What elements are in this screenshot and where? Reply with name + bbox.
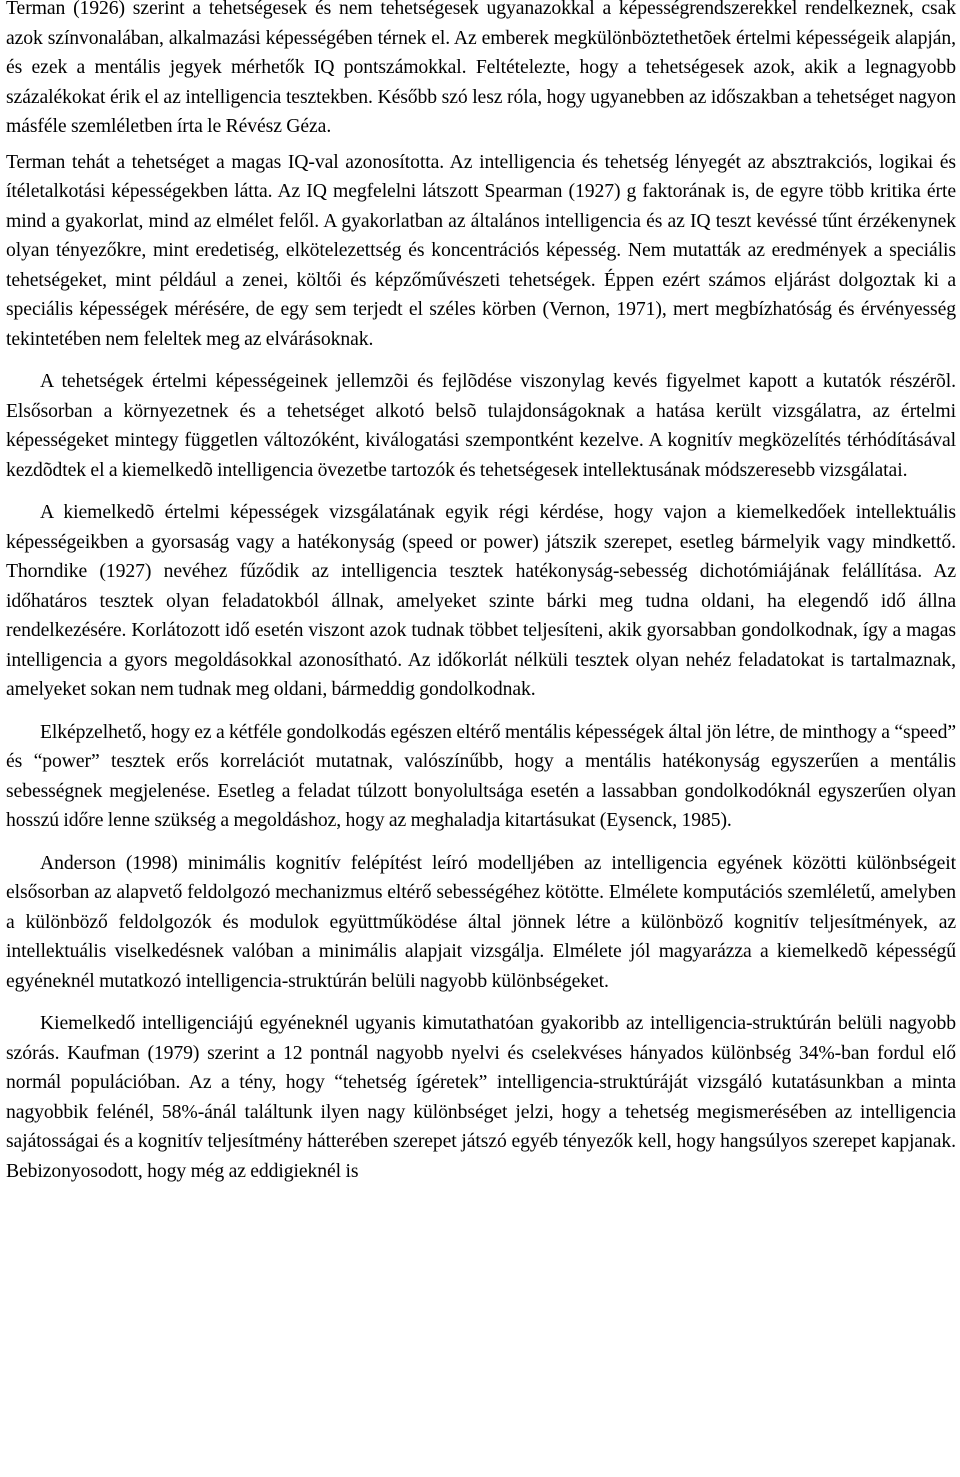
paragraph-intelligence-structure: Kiemelkedő intelligenciájú egyéneknél ugyanis kimutathatóan gyakoribb az intelligencia-struktúrán belüli nagyobb szórás. Kaufman (1979) szerint a 12 pontnál nagyobb nyelvi és cselekvéses hányados különbség 34%-ban fordul elő normál populációban. Az a tény, hogy “tehetség ígéretek” intelligencia-struktúráját vizsgáló kutatásunkban a minta nagyobbik felénél, 58%-ánál találtunk ilyen nagy különbséget jelzi, hogy a tehetség megismerésében az intelligencia sajátosságai és a kognitív teljesítmény hátterében szerepet játszó egyéb tényezők kell, hogy hangsúlyos szerepet kapjanak. Bebizonyosodott, hogy még az eddigieknél is — [6, 1012, 956, 1182]
paragraph-anderson-1998: Anderson (1998) minimális kognitív felépítést leíró modelljében az intelligencia egyének közötti különbségeit elsősorban az alapvető feldolgozó mechanizmus eltérő sebességéhez kötötte. Elmélete komputációs szemléletű, amelyben a különböző feldolgozók és modulok együttműködése által jönnek létre a különböző kognitív teljesítmények, az intellektuális viselkedésnek valóban a minimális alapjait vizsgálja. Elmélete jól magyarázza a kiemelkedõ képességű egyéneknél mutatkozó intelligencia-struktúrán belüli nagyobb különbségeket. — [6, 851, 956, 992]
paragraph-terman-iq: Terman tehát a tehetséget a magas IQ-val azonosította. Az intelligencia és tehetség lényegét az absztrakciós, logikai és ítéletalkotási képességekben látta. Az IQ megfelelni látszott Spearman (1927) g faktorának is, de egyre több kritika érte mind a gyakorlat, mind az elmélet felől. A gyakorlatban az általános intelligencia és az IQ teszt kevéssé tűnt érzékenynek olyan tényezőkre, mint eredetiség, elkötelezettség és koncentrációs képesség. Nem mutatták az eredmények a speciális tehetségeket, mint például a zenei, költői és képzőművészeti tehetségek. Éppen ezért számos eljárást dolgoztak ki a speciális képességek mérésére, de egy sem terjedt el széles körben (Vernon, 1971), mert megbízhatóság és érvényesség tekintetében nem feleltek meg az elvárásoknak. — [6, 150, 956, 350]
paragraph-speed-or-power: A kiemelkedõ értelmi képességek vizsgálatának egyik régi kérdése, hogy vajon a kiemelkedőek intellektuális képességeikben a gyorsaság vagy a hatékonyság (speed or power) játszik szerepet, esetleg bármelyik vagy mindkettő. Thorndike (1927) nevéhez fűződik az intelligencia tesztek hatékonyság-sebesség dichotómiájának felállítása. Az időhatáros tesztek olyan feladatokból állnak, amelyeket szinte bárki meg tudna oldani, ha elegendő idő állna rendelkezésére. Korlátozott idő esetén viszont azok tudnak többet teljesíteni, akik gyorsabban gondolkodnak, így a magas intelligencia a gyors megoldásokkal azonosítható. Az időkorlát nélküli tesztek olyan nehéz feladatokat is tartalmaznak, amelyeket sokan nem tudnak meg oldani, bármeddig gondolkodnak. — [6, 501, 956, 700]
paragraph-terman-1926: Terman (1926) szerint a tehetségesek és nem tehetségesek ugyanazokkal a képességrendszerekkel rendelkeznek, csak azok színvonalában, alkalmazási képességében térnek el. Az emberek megkülönböztethetõek értelmi képességeik alapján, és ezek a mentális jegyek mérhetők IQ pontszámokkal. Feltételezte, hogy a tehetségesek azok, akik a legnagyobb százalékokat érik el az intelligencia tesztekben. Később szó lesz róla, hogy ugyanebben az időszakban a tehetséget nagyon másféle szemléletben írta le Révész Géza. — [6, 0, 956, 137]
paragraph-mental-efficiency: Elképzelhető, hogy ez a kétféle gondolkodás egészen eltérő mentális képességek által jön létre, de minthogy a “speed” és “power” tesztek erős korrelációt mutatnak, valószínűbb, hogy a mentális hatékonyság egyszerűen a mentális sebességnek megjelenése. Esetleg a feladat túlzott bonyolultsága esetén a lassabban gondolkodóknál egyszerűen olyan hosszú időre lenne szükség a megoldáshoz, hogy az meghaladja kitartásukat (Eysenck, 1985). — [6, 720, 956, 831]
paragraph-cognitive-approach: A tehetségek értelmi képességeinek jellemzõi és fejlõdése viszonylag kevés figyelmet kapott a kutatók részérõl. Elsősorban a környezetnek és a tehetséget alkotó belsõ tulajdonságoknak a hatása került vizsgálatra, az értelmi képességeket mintegy független változóként, kiválogatási szempontként kezelve. A kognitív megközelítés térhódításával kezdõdtek el a kiemelkedõ intelligencia övezetbe tartozók és tehetségesek intellektusának módszeresebb vizsgálatai. — [6, 370, 956, 481]
